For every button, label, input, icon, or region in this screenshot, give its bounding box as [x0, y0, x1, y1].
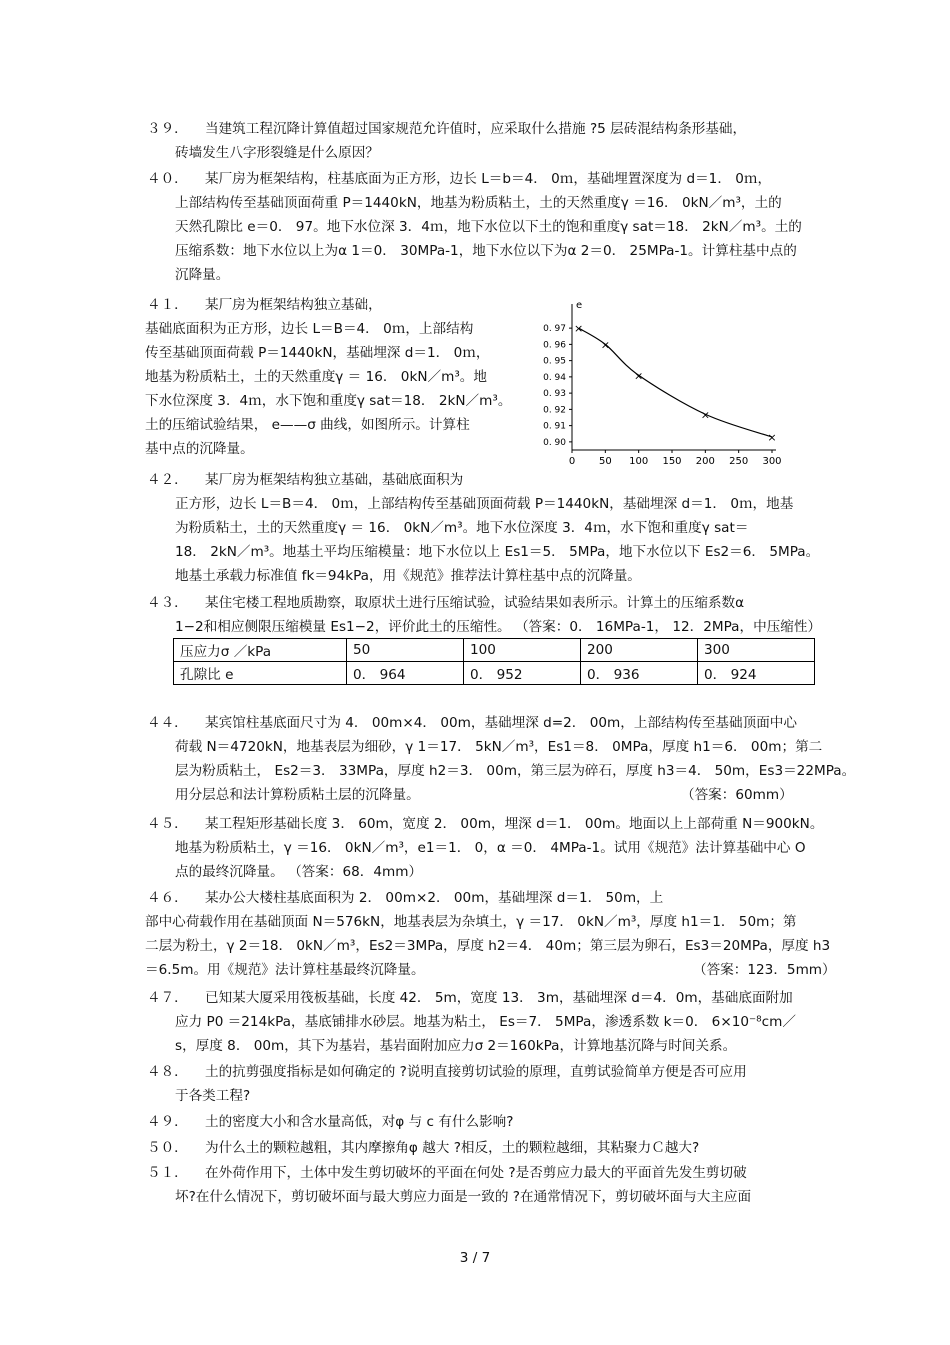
table-row	[174, 662, 815, 685]
question-45	[147, 812, 823, 884]
data-point: ×	[574, 322, 584, 336]
question-text: 二层为粉土，γ 2＝18． 0kN／m³，Es2＝3MPa，厚度 h2＝4． 40m；第三层为卵石，Es3＝20MPa，厚度 h3	[145, 938, 831, 954]
question-46-body	[145, 910, 836, 982]
question-text: 压缩系数：地下水位以上为α 1＝0． 30MPa-1，地下水位以下为α 2＝0． 25MPa-1。计算柱基中点的	[175, 243, 797, 259]
question-number: ４１．	[147, 297, 188, 313]
y-tick-label: 0. 90	[543, 437, 566, 448]
question-text: s，厚度 8． 00m，其下为基岩，基岩面附加应力σ 2＝160kPa，计算地基沉降与时间关系。	[175, 1038, 737, 1054]
question-text: 某厂房为框架结构独立基础，基础底面积为	[205, 472, 464, 488]
question-text: 上部结构传至基础顶面荷重 P＝1440kN，地基为粉质粘土，土的天然重度γ ＝16． 0kN／m³，土的	[175, 195, 782, 211]
question-text: 地基为粉质粘土，γ ＝16． 0kN／m³，e1＝1． 0，α ＝0． 4MPa-1。试用《规范》法计算基础中心 O	[175, 840, 806, 856]
x-tick-label: 0	[568, 456, 576, 467]
table-cell: 孔隙比 e	[174, 662, 347, 685]
chart-axes	[572, 300, 776, 450]
question-text: 用分层总和法计算粉质粘土层的沉降量。	[175, 787, 420, 803]
question-text: 地基为粉质粘土，土的天然重度γ ＝ 16． 0kN／m³。地	[145, 369, 487, 385]
page-number: 3 / 7	[459, 1250, 491, 1266]
question-number: ３９．	[147, 121, 188, 137]
table-cell: 300	[698, 639, 815, 662]
question-number: ４３．	[147, 595, 188, 611]
table-cell: 0． 952	[464, 662, 581, 685]
question-number: ４０．	[147, 171, 188, 187]
table-cell: 0． 924	[698, 662, 815, 685]
question-text: 已知某大厦采用筏板基础，长度 42． 5m，宽度 13． 3m，基础埋深 d＝4．0m，基础底面附加	[205, 990, 793, 1006]
question-text: 在外荷作用下，土体中发生剪切破坏的平面在何处 ?是否剪应力最大的平面首先发生剪切破	[205, 1165, 747, 1181]
question-text: 层为粉质粘土， Es2＝3． 33MPa，厚度 h2＝3． 00m，第三层为碎石，厚度 h3＝4． 50m，Es3＝22MPa。	[175, 763, 856, 779]
question-text: 沉降量。	[175, 267, 230, 283]
question-text: 某厂房为框架结构独立基础，	[205, 297, 382, 313]
question-text: 荷载 N＝4720kN，地基表层为细砂，γ 1＝17． 5kN／m³，Es1＝8． 0MPa，厚度 h1＝6． 00m；第二	[175, 739, 823, 755]
question-41-body	[145, 317, 511, 461]
x-tick-label: 150	[662, 456, 682, 467]
question-text: 1−2和相应侧限压缩模量 Es1−2，评价此土的压缩性。 （答案：0． 16MPa-1， 12．2MPa，中压缩性）	[175, 619, 822, 635]
question-text: 天然孔隙比 e＝0． 97。地下水位深 3．4ｍ，地下水位以下土的饱和重度γ sat＝18． 2kN／m³。土的	[175, 219, 802, 235]
question-text: 于各类工程?	[175, 1088, 251, 1104]
question-text: 某工程矩形基础长度 3． 60m，宽度 2． 00m，埋深 d＝1． 00m。地面以上上部荷重 N＝900kN。	[205, 816, 824, 832]
question-51	[147, 1161, 751, 1209]
table-cell: 100	[464, 639, 581, 662]
question-text: 坏?在什么情况下，剪切破坏面与最大剪应力面是一致的 ?在通常情况下，剪切破坏面与大主应面	[175, 1189, 752, 1205]
y-tick-label: 0. 94	[543, 372, 566, 383]
y-tick-label: 0. 93	[543, 389, 566, 400]
question-text: 传至基础顶面荷载 P＝1440kN，基础埋深 d＝1． 0ｍ，	[145, 345, 490, 361]
question-text: 应力 P0 ＝214kPa，基底铺排水砂层。地基为粘土， Es＝7． 5MPa，渗透系数 k＝0． 6×10⁻⁸cm／	[175, 1014, 796, 1030]
question-46	[147, 886, 663, 910]
data-point: ×	[767, 431, 777, 444]
x-tick-label: 50	[598, 456, 612, 467]
table-cell: 50	[347, 639, 464, 662]
question-number: ４７．	[147, 990, 188, 1006]
table-row	[174, 639, 815, 662]
question-text: 基中点的沉降量。	[145, 441, 254, 457]
question-50	[147, 1136, 699, 1160]
question-number: ４８．	[147, 1064, 188, 1080]
question-44	[147, 711, 855, 807]
question-text: 部中心荷载作用在基础顶面 N＝576kN，地基表层为杂填土，γ ＝17． 0kN／m³，厚度 h1＝1． 50m；第	[145, 914, 797, 930]
question-text: 地基土承载力标准值 fk＝94kPa，用《规范》推荐法计算柱基中点的沉降量。	[175, 568, 641, 584]
y-tick-label: 0. 95	[543, 356, 566, 367]
compression-test-table	[173, 638, 815, 685]
question-number: ４６．	[147, 890, 188, 906]
question-41	[147, 293, 382, 317]
chart-x-ticks	[569, 450, 782, 467]
question-42	[147, 468, 819, 588]
x-tick-label: 300	[762, 456, 782, 467]
question-39	[147, 117, 746, 165]
y-tick-label: 0. 92	[543, 405, 566, 416]
question-47	[147, 986, 796, 1058]
question-43	[147, 591, 821, 639]
x-tick-label: 250	[729, 456, 749, 467]
question-number: ５１．	[147, 1165, 188, 1181]
answer-text: （答案：60mm）	[681, 787, 793, 803]
y-tick-label: 0. 96	[543, 340, 566, 351]
data-point: ×	[600, 338, 610, 352]
question-text: 土的抗剪强度指标是如何确定的 ?说明直接剪切试验的原理，直剪试验简单方便是否可应用	[205, 1064, 747, 1080]
answer-text: （答案：123．5mm）	[693, 962, 836, 978]
question-text: 土的压缩试验结果， e——σ 曲线，如图所示。计算柱	[145, 417, 470, 433]
question-text: 当建筑工程沉降计算值超过国家规范允许值时，应采取什么措施 ?5 层砖混结构条形基础，	[205, 121, 747, 137]
question-48	[147, 1060, 747, 1108]
question-number: ５０．	[147, 1140, 188, 1156]
chart-points	[574, 322, 777, 444]
question-number: ４５．	[147, 816, 188, 832]
e-sigma-chart	[532, 290, 792, 480]
data-point: ×	[700, 408, 710, 422]
y-tick-label: 0. 91	[543, 421, 566, 432]
data-point: ×	[634, 369, 644, 383]
question-text: 为什么土的颗粒越粗，其内摩擦角φ 越大 ?相反，土的颗粒越细，其粘聚力Ｃ越大?	[205, 1140, 700, 1156]
x-tick-label: 100	[629, 456, 649, 467]
question-text: 正方形，边长 L＝B＝4． 0ｍ，上部结构传至基础顶面荷载 P＝1440kN，基础埋深 d＝1． 0ｍ，地基	[175, 496, 794, 512]
question-text: 点的最终沉降量。 （答案：68．4mm）	[175, 864, 423, 880]
question-number: ４２．	[147, 472, 188, 488]
table-cell: 压应力σ ／kPa	[174, 639, 347, 662]
y-tick-label: 0. 97	[543, 324, 566, 335]
question-text: 18． 2kN／m³。地基土平均压缩模量：地下水位以上 Es1＝5． 5MPa，地下水位以下 Es2＝6． 5MPa。	[175, 544, 820, 560]
question-text: 砖墙发生八字形裂缝是什么原因？	[175, 145, 379, 161]
question-text: 土的密度大小和含水量高低，对φ 与 c 有什么影响?	[205, 1114, 514, 1130]
question-text: ＝6.5m。用《规范》法计算柱基最终沉降量。	[145, 962, 425, 978]
chart-y-ticks	[543, 324, 572, 448]
question-text: 下水位深度 3．4ｍ，水下饱和重度γ sat＝18． 2kN／m³。	[145, 393, 512, 409]
question-number: ４４．	[147, 715, 188, 731]
question-text: 某厂房为框架结构，柱基底面为正方形，边长 L＝b＝4． 0ｍ，基础埋置深度为 d＝1． 0ｍ，	[205, 171, 772, 187]
question-text: 某办公大楼柱基底面积为 2． 00m×2． 00m，基础埋深 d＝1． 50m，上	[205, 890, 664, 906]
table-cell: 0． 964	[347, 662, 464, 685]
question-49	[147, 1110, 514, 1134]
question-text: 基础底面积为正方形，边长 L＝B＝4． 0ｍ，上部结构	[145, 321, 474, 337]
question-text: 某宾馆柱基底面尺寸为 4． 00m×4． 00m，基础埋深 d=2． 00m，上部结构传至基础顶面中心	[205, 715, 797, 731]
table-cell: 200	[581, 639, 698, 662]
question-number: ４９．	[147, 1114, 188, 1130]
question-40	[147, 167, 802, 287]
table-cell: 0． 936	[581, 662, 698, 685]
x-tick-label: 200	[695, 456, 715, 467]
y-axis-label: e	[576, 300, 583, 311]
question-text: 某住宅楼工程地质勘察，取原状土进行压缩试验，试验结果如表所示。计算土的压缩系数α	[205, 595, 745, 611]
question-text: 为粉质粘土，土的天然重度γ ＝ 16． 0kN／m³。地下水位深度 3．4ｍ，水下饱和重度γ sat＝	[175, 520, 749, 536]
